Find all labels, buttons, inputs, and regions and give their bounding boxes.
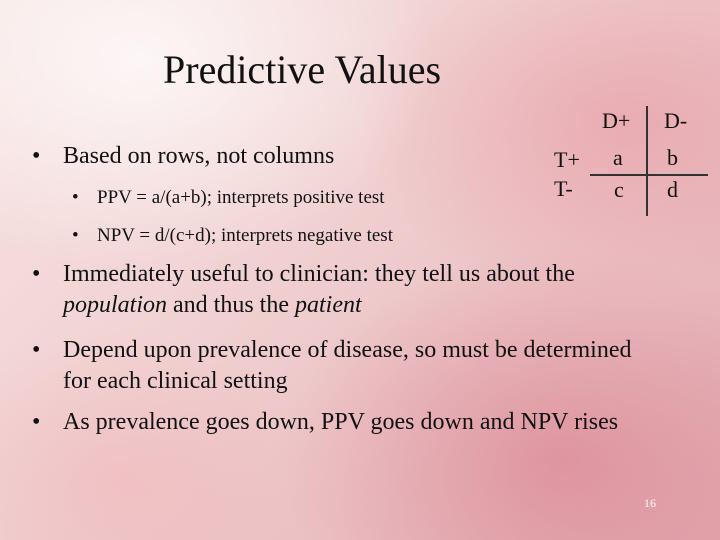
sub-bullet-npv [72, 224, 393, 248]
bullet-rows [32, 141, 334, 171]
col-header-d-plus: D+ [602, 108, 631, 133]
row-header-t-minus: T- [554, 176, 573, 201]
cell-c: c [614, 177, 624, 202]
sub-bullet-text: NPV = d/(c+d); interprets negative test [97, 225, 393, 246]
bullet-text: Based on rows, not columns [63, 143, 335, 169]
bullet-dot-icon: • [72, 225, 79, 246]
bullet-text: As prevalence goes down, PPV goes down and NPV rises [63, 409, 619, 435]
row-header-t-plus: T+ [554, 147, 580, 172]
cell-a: a [613, 145, 623, 170]
bullet-text: Depend upon prevalence of disease, so must be determined for each clinical setting [63, 337, 632, 394]
table-vertical-divider [646, 106, 648, 216]
text-part: and thus the [167, 292, 295, 318]
emphasis-patient: patient [295, 292, 362, 318]
bullet-dot-icon: • [32, 143, 41, 169]
sub-bullet-text: PPV = a/(a+b); interprets positive test [97, 187, 385, 208]
table-horizontal-divider [590, 174, 708, 176]
bullet-prevalence [32, 335, 652, 397]
bullet-text [63, 259, 652, 321]
bullet-dot-icon: • [72, 187, 79, 208]
sub-bullet-ppv [72, 186, 385, 210]
col-header-d-minus: D- [664, 108, 688, 133]
page-number: 16 [644, 496, 656, 510]
emphasis-population: population [63, 292, 168, 318]
cell-b: b [667, 145, 678, 170]
cell-d: d [667, 177, 678, 202]
bullet-dot-icon: • [32, 337, 41, 363]
bullet-dot-icon: • [32, 261, 41, 287]
bullet-ppv-npv [32, 407, 652, 438]
slide-title: Predictive Values [163, 47, 442, 92]
text-part: Immediately useful to clinician: they tell us about the [63, 261, 575, 287]
bullet-clinician [32, 259, 652, 321]
bullet-dot-icon: • [32, 409, 41, 435]
